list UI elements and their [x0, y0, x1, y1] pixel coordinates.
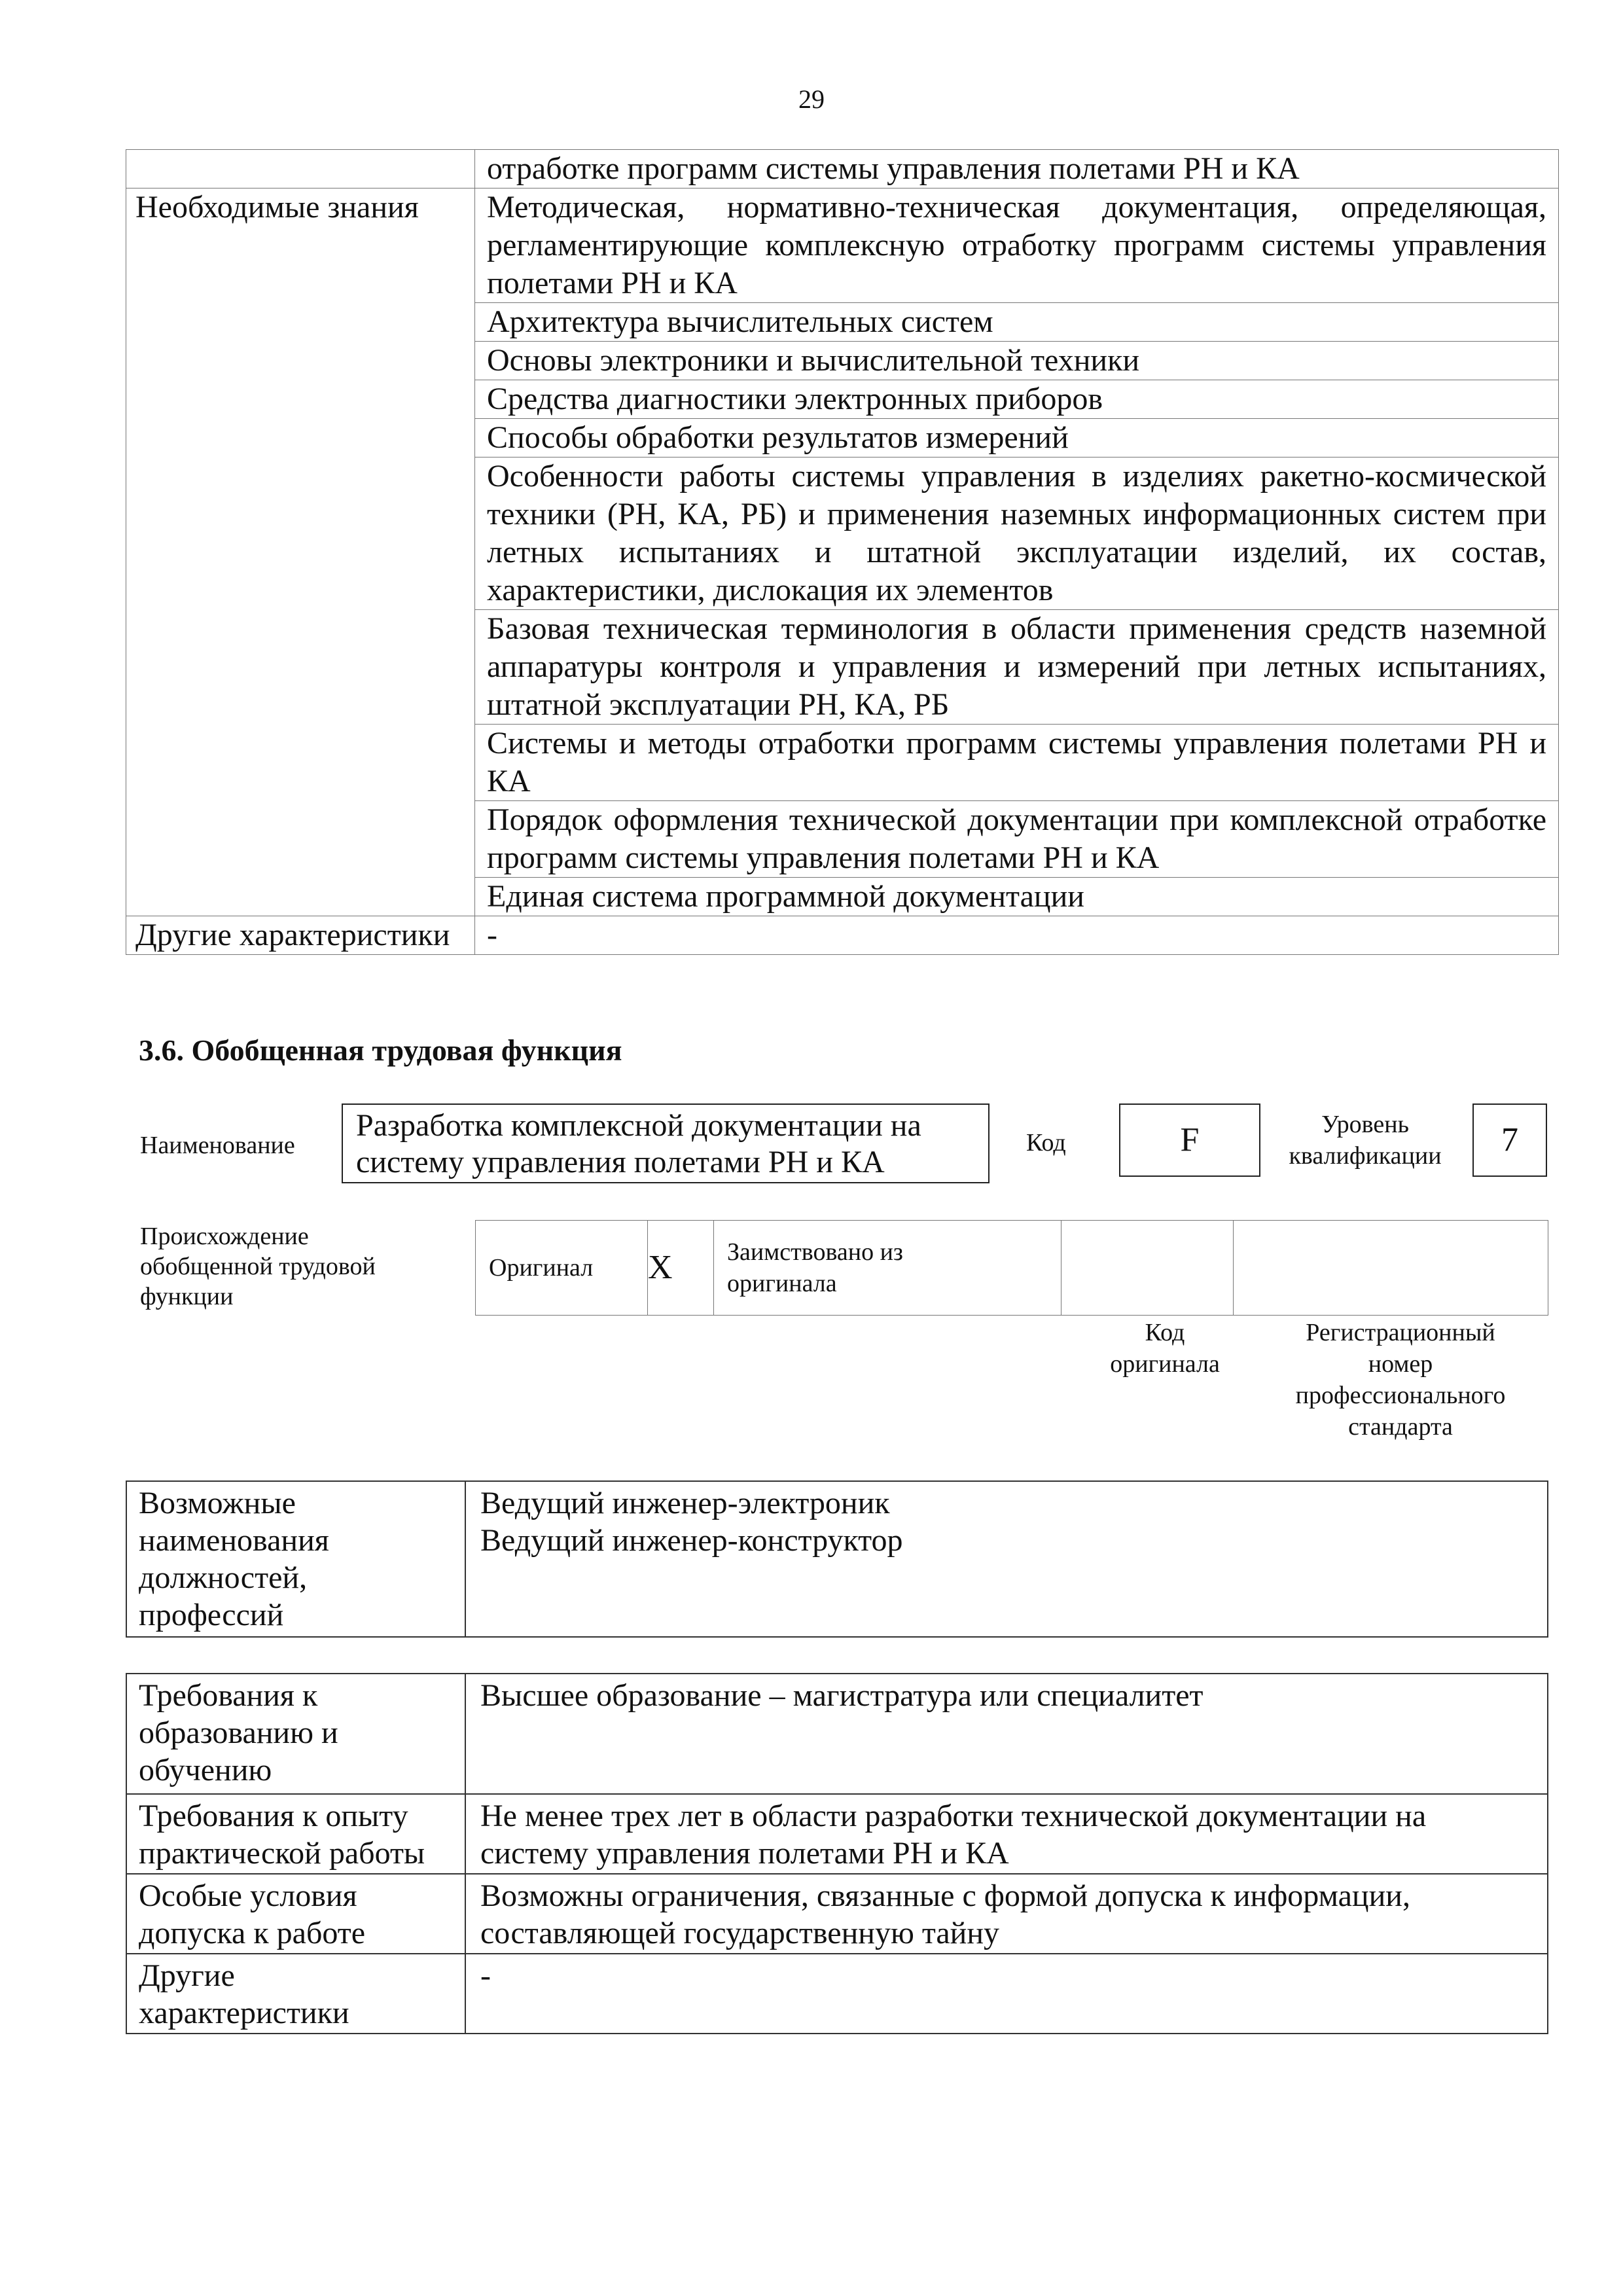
knowledge-item: Методическая, нормативно-техническая документация, определяющая, регламентирующие комплексную отработку программ системы управления полетами РН и КА	[475, 188, 1559, 303]
education-value: Высшее образование – магистратура или специалитет	[465, 1674, 1548, 1794]
position-name: Ведущий инженер-конструктор	[480, 1523, 903, 1558]
knowledge-table	[126, 149, 1559, 955]
borrowed-label-line2: оригинала	[727, 1270, 837, 1297]
knowledge-item: Средства диагностики электронных приборов	[475, 380, 1559, 419]
name-value-line2: систему управления полетами РН и КА	[356, 1145, 885, 1179]
code-caption-line1: Код	[1145, 1319, 1185, 1346]
knowledge-label: Необходимые знания	[126, 188, 475, 916]
origin-table	[475, 1220, 1548, 1316]
name-box	[342, 1103, 990, 1183]
table-row	[126, 188, 1559, 303]
level-label-line2: квалификации	[1289, 1142, 1442, 1170]
table-row	[126, 1674, 1548, 1794]
name-label: Наименование	[140, 1132, 295, 1159]
origin-label	[140, 1221, 376, 1312]
special-conditions-value: Возможны ограничения, связанные с формой допуска к информации, составляющей государственную тайну	[465, 1874, 1548, 1954]
table-row	[126, 1481, 1548, 1637]
reg-caption-line2: номер	[1368, 1350, 1433, 1378]
level-label-line1: Уровень	[1321, 1111, 1409, 1138]
original-mark: X	[648, 1221, 714, 1316]
knowledge-item: Порядок оформления технической документации при комплексной отработке программ системы управления полетами РН и КА	[475, 801, 1559, 878]
positions-label: Возможные наименования должностей, профессий	[126, 1481, 465, 1637]
table-row	[126, 1954, 1548, 2034]
original-label: Оригинал	[476, 1221, 648, 1316]
level-label	[1274, 1109, 1457, 1172]
table-row	[126, 916, 1559, 955]
level-value: 7	[1472, 1103, 1547, 1177]
positions-value	[465, 1481, 1548, 1637]
knowledge-item: Базовая техническая терминология в области применения средств наземной аппаратуры контроля и управления и измерений при летных испытаниях, штатной эксплуатации РН, КА, РБ	[475, 610, 1559, 725]
continuation-text: отработке программ системы управления полетами РН и КА	[475, 150, 1559, 188]
registration-caption	[1257, 1317, 1544, 1443]
knowledge-item: Способы обработки результатов измерений	[475, 419, 1559, 457]
origin-label-line2: обобщенной трудовой	[140, 1253, 376, 1280]
registration-number-cell	[1234, 1221, 1548, 1316]
experience-label: Требования к опыту практической работы	[126, 1794, 465, 1874]
other-value: -	[465, 1954, 1548, 2034]
section-title: 3.6. Обобщенная трудовая функция	[139, 1033, 622, 1067]
code-label: Код	[1026, 1129, 1066, 1157]
name-value-line1: Разработка комплексной документации на	[356, 1108, 921, 1143]
reg-caption-line4: стандарта	[1348, 1413, 1453, 1441]
table-cell	[126, 150, 475, 188]
code-caption	[1086, 1317, 1243, 1380]
knowledge-item: Архитектура вычислительных систем	[475, 303, 1559, 342]
knowledge-item: Основы электроники и вычислительной техники	[475, 342, 1559, 380]
origin-label-line3: функции	[140, 1283, 234, 1310]
table-row	[476, 1221, 1548, 1316]
knowledge-item: Системы и методы отработки программ системы управления полетами РН и КА	[475, 725, 1559, 801]
other-characteristics-value: -	[475, 916, 1559, 955]
experience-value: Не менее трех лет в области разработки технической документации на систему управления полетами РН и КА	[465, 1794, 1548, 1874]
table-row	[126, 1874, 1548, 1954]
positions-table	[126, 1480, 1548, 1638]
borrowed-label-line1: Заимствовано из	[727, 1238, 903, 1266]
other-label: Другие характеристики	[126, 1954, 465, 2034]
code-value: F	[1119, 1103, 1260, 1177]
origin-label-line1: Происхождение	[140, 1223, 309, 1250]
knowledge-item: Единая система программной документации	[475, 878, 1559, 916]
position-name: Ведущий инженер-электроник	[480, 1486, 890, 1520]
original-code-cell	[1061, 1221, 1234, 1316]
education-label: Требования к образованию и обучению	[126, 1674, 465, 1794]
reg-caption-line1: Регистрационный	[1306, 1319, 1495, 1346]
other-characteristics-label: Другие характеристики	[126, 916, 475, 955]
page-number: 29	[798, 84, 825, 114]
knowledge-item: Особенности работы системы управления в изделиях ракетно-космической техники (РН, КА, РБ) и применения наземных информационных систем при летных испытаниях и штатной эксплуатации изделий, их состав, характеристики, дислокация их элементов	[475, 457, 1559, 610]
table-row	[126, 150, 1559, 188]
code-caption-line2: оригинала	[1110, 1350, 1220, 1378]
borrowed-label	[714, 1221, 1061, 1316]
table-row	[126, 1794, 1548, 1874]
reg-caption-line3: профессионального	[1295, 1382, 1506, 1409]
requirements-table	[126, 1673, 1548, 2034]
special-conditions-label: Особые условия допуска к работе	[126, 1874, 465, 1954]
